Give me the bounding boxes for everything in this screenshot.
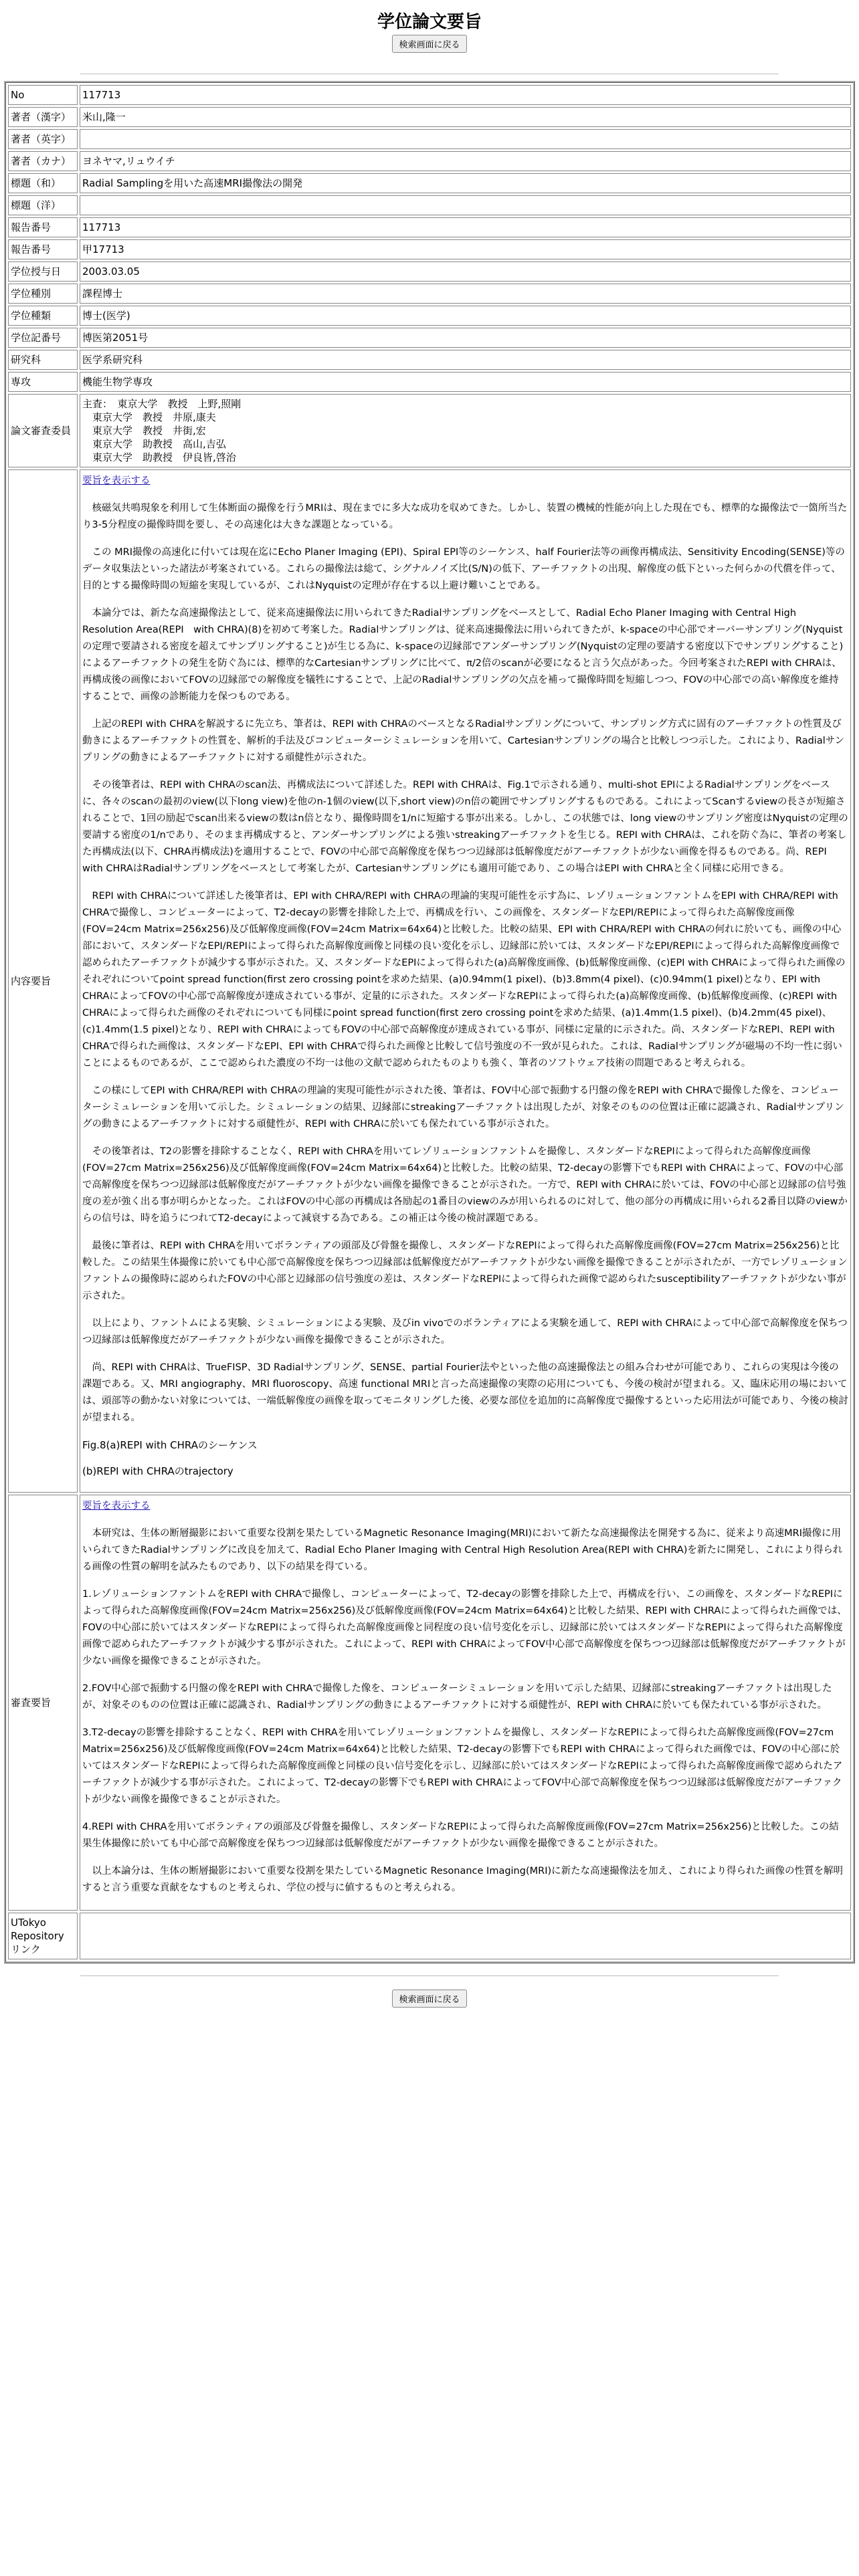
field-label: 標題（和）	[8, 173, 78, 193]
table-row	[8, 350, 851, 370]
content-summary-row	[8, 469, 851, 1493]
table-row	[8, 217, 851, 237]
review-paragraph: 2.FOV中心部で振動する円盤の像をREPI with CHRAで撮像した像を、コンピューターシミュレーションを用いて示した結果、辺縁部にstreakingアーチファクトは出現したが、対象そのものの位置は正確に認識され、Radialサンプリングの動きによるアーチファクトに対する頑健性が、REPI with CHRAに於いても保たれている事が示された。	[82, 1683, 832, 1711]
field-label: 報告番号	[8, 217, 78, 237]
divider-bottom	[80, 1975, 779, 1976]
field-value	[80, 129, 851, 149]
committee-member: 東京大学 教授 井原,康夫	[82, 411, 216, 423]
table-row	[8, 107, 851, 127]
table-row	[8, 328, 851, 348]
back-to-search-button-bottom[interactable]: 検索画面に戻る	[392, 1990, 466, 2008]
field-label: 学位授与日	[8, 261, 78, 282]
review-summary	[80, 1495, 851, 1911]
table-row	[8, 129, 851, 149]
field-value: 117713	[80, 217, 851, 237]
field-value: 医学系研究科	[80, 350, 851, 370]
field-label: 学位種類	[8, 306, 78, 326]
committee-label: 論文審査委員	[8, 394, 78, 467]
table-row	[8, 239, 851, 259]
review-summary-label: 審査要旨	[8, 1495, 78, 1911]
show-review-link[interactable]: 要旨を表示する	[82, 1501, 151, 1511]
table-row	[8, 85, 851, 105]
field-value: 機能生物学専攻	[80, 372, 851, 392]
field-value: 甲17713	[80, 239, 851, 259]
review-paragraph: 3.T2-decayの影響を排除することなく、REPI with CHRAを用いてレゾリューションファントムを撮像し、スタンダードなREPIによって得られた高解像度画像(FOV=27cm Matrix=256x256)及び低解像度画像(FOV=24cm Matrix=64x64)と比較した結果、T2-decayの影響下でもREPI with CHRAによって得られた画像では、FOVの中心部に於いてはスタンダードなREPIによって得られた高解像度画像と同様の良い信号変化を示し、辺縁部に於いてはスタンダードなREPIによって得られた高解像度画像で認められたアーチファクトが減少する事が示された。これによって、T2-decayの影響下でもREPI with CHRAによってFOV中心部で高解像度を保ちつつ辺縁部は低解像度だがアーチファクトが少ない画像を撮像できることが示された。	[82, 1727, 843, 1805]
repository-row	[8, 1913, 851, 1959]
back-to-search-button-top[interactable]: 検索画面に戻る	[392, 35, 466, 53]
summary-paragraph: その後筆者は、T2の影響を排除することなく、REPI with CHRAを用いてレゾリューションファントムを撮像し、スタンダードなREPIによって得られた高解像度画像(FOV=27cm Matrix=256x256)及び低解像度画像(FOV=24cm Matrix=64x64)と比較した。比較の結果、T2-decayの影響下でもREPI with CHRAによって、FOVの中心部で高解像度を保ちつつ辺縁部は低解像度だがアーチファクトが少ない画像を撮像できることが示された。一方で、REPI with CHRAに於いては、FOVの中心部と辺縁部の信号強度の差が強く出る事が明らかとなった。これはFOVの中心部の再構成は各励起の1番目のviewのみが用いられるのに対して、他の部分の再構成に用いられる2番目以降のviewからの信号は、時を追うにつれてT2-decayによって減衰する為である。この補正は今後の検討課題である。	[82, 1146, 848, 1224]
field-label: 標題（洋）	[8, 195, 78, 215]
summary-paragraph: この MRI撮像の高速化に付いては現在迄にEcho Planer Imaging (EPI)、Spiral EPI等のシーケンス、half Fourier法等の画像再構成法、Sensitivity Encoding(SENSE)等のデータ収集法といった諸法が考案されている。これらの撮像法は総て、シグナルノイズ比(S/N)の低下、アーチファクトの出現、解像度の低下といった何らかの代償を伴って、目的とする撮像時間の短縮を実現しているが、これはNyquistの定理が存在する以上避け難いことである。	[82, 547, 845, 591]
table-row	[8, 306, 851, 326]
summary-paragraph: 上記のREPI with CHRAを解説するに先立ち、筆者は、REPI with CHRAのベースとなるRadialサンプリングについて、サンプリング方式に固有のアーチファクトの性質及び動きによるアーチファクトの性質を、解析的手法及びコンピューターシミュレーションを用いて、Cartesianサンプリングの場合と比較しつつ示した。これにより、Radialサンプリングの動きによるアーチファクトに対する頑健性が示された。	[82, 719, 845, 763]
review-summary-row	[8, 1495, 851, 1911]
field-label: 著者（漢字）	[8, 107, 78, 127]
field-value: 2003.03.05	[80, 261, 851, 282]
thesis-info-table	[4, 81, 855, 1963]
field-label: No	[8, 85, 78, 105]
field-value: 博医第2051号	[80, 328, 851, 348]
content-summary-label: 内容要旨	[8, 469, 78, 1493]
summary-paragraph: 以上により、ファントムによる実験、シミュレーションによる実験、及びin vivoでのボランティアによる実験を通して、REPI with CHRAによって中心部で高解像度を保ちつつ辺縁部は低解像度だがアーチファクトが少ない画像を撮像できることが示された。	[82, 1318, 848, 1346]
figure-caption: Fig.8(a)REPI with CHRAのシーケンス	[82, 1439, 258, 1451]
table-row	[8, 372, 851, 392]
bottom-nav	[0, 1990, 859, 2016]
table-row	[8, 173, 851, 193]
review-paragraph: 4.REPI with CHRAを用いてボランティアの頭部及び骨盤を撮像し、スタンダードなREPIによって得られた高解像度画像(FOV=27cm Matrix=256x256)と比較した。この結果生体撮像に於いても中心部で高解像度を保ちつつ辺縁部は低解像度だがアーチファクトが少ない画像を撮像できることが示された。	[82, 1822, 839, 1849]
table-row	[8, 261, 851, 282]
field-value: 米山,隆一	[80, 107, 851, 127]
review-paragraph: 以上本論分は、生体の断層撮影において重要な役割を果たしているMagnetic Resonance Imaging(MRI)に新たな高速撮像法を加え、これにより得られた画像の性質を解明すると言う重要な貢献をなすものと考えられ、学位の授与に値するものと考えられる。	[82, 1866, 843, 1893]
field-label: 研究科	[8, 350, 78, 370]
field-label: 報告番号	[8, 239, 78, 259]
committee-member: 東京大学 助教授 伊良皆,啓治	[82, 451, 236, 463]
committee-member: 主査： 東京大学 教授 上野,照剛	[82, 398, 242, 410]
field-label: 著者（英字）	[8, 129, 78, 149]
committee-row	[8, 394, 851, 467]
summary-paragraph: この様にしてEPI with CHRA/REPI with CHRAの理論的実現可能性が示された後、筆者は、FOV中心部で振動する円盤の像をREPI with CHRAで撮像した像を、コンピューターシミュレーションを用いて示した。シミュレーションの結果、辺縁部にstreakingアーチファクトは出現したが、対象そのものの位置は正確に認識され、Radialサンプリングの動きによるアーチファクトに対する頑健性が、REPI with CHRAに於いても保たれている事が示された。	[82, 1085, 844, 1130]
table-row	[8, 151, 851, 171]
field-value: Radial Samplingを用いた高速MRI撮像法の開発	[80, 173, 851, 193]
content-summary	[80, 469, 851, 1493]
field-value: ヨネヤマ,リュウイチ	[80, 151, 851, 171]
field-value: 課程博士	[80, 284, 851, 304]
field-value: 117713	[80, 85, 851, 105]
table-row	[8, 284, 851, 304]
summary-paragraph: その後筆者は、REPI with CHRAのscan法、再構成法について詳述した。REPI with CHRAは、Fig.1で示される通り、multi-shot EPIによるRadialサンプリングをベースに、各々のscanの最初のview(以下long view)を他のn-1個のview(以下,short view)のn倍の範囲でサンプリングするものである。これによってScanするviewの長さが短縮されることで、1回の励起でscan出来るviewの数はn倍となり、撮像時間を1/nに短縮する事が出来る。しかし、この状態では、long viewのサンプリング密度はNyquistの定理の要請する密度の1/nであり、そのまま再構成すると、アンダーサンプリングによる強いstreakingアーチファクトを生じる。REPI with CHRAは、これを防ぐ為に、筆者の考案した再構成法(以下、CHRA再構成法)を適用することで、FOVの中心部で高解像度を保ちつつ辺縁部は低解像度だがアーチファクトが少ない画像を得るものである。尚、REPI with CHRAはRadialサンプリングをベースとして考案したが、Cartesianサンプリングにも適用可能であり、この場合はEPI with CHRAと全く同様に応用できる。	[82, 780, 848, 874]
summary-paragraph: 本論分では、新たな高速撮像法として、従来高速撮像法に用いられてきたRadialサンプリングをベースとして、Radial Echo Planer Imaging with Central High Resolution Area(REPI with CHRA)(8)を初めて考案した。Radialサンプリングは、従来高速撮像法に用いられてきたが、k-spaceの中心部でオーバーサンプリング(Nyquistの定理で要請される密度を超えてサンプリングすること)が生じる為に、k-spaceの辺縁部でアンダーサンプリング(Nyquistの定理の要請する密度以下でサンプリングすること)によるアーチファクトの発生を防ぐ為には、標準的なCartesianサンプリングに比べて、π/2倍のscanが必要になると言う欠点があった。今回考案されたREPI with CHRAは、再構成後の画像においてFOVの辺縁部での解像度を犠牲にすることで、上記のRadialサンプリングの欠点を補って撮像時間を短縮しつつ、FOVの中心部での高い解像度を維持することで、画像の診断能力を保つものである。	[82, 608, 844, 702]
page-title: 学位論文要旨	[377, 12, 482, 32]
committee-member: 東京大学 教授 井街,宏	[82, 425, 206, 437]
field-label: 専攻	[8, 372, 78, 392]
summary-paragraph: REPI with CHRAについて詳述した後筆者は、EPI with CHRA/REPI with CHRAの理論的実現可能性を示す為に、レゾリューションファントムをEPI with CHRA/REPI with CHRAで撮像し、コンピューターによって、T2-decayの影響を排除した上で、再構成を行い、この画像を、スタンダードなEPI/REPIによって得られた高解像度画像(FOV=24cm Matrix=256x256)及び低解像度画像(FOV=24cm Matrix=64x64)と比較した。比較の結果、EPI with CHRA/REPI with CHRAの何れに於いても、画像の中心部において、スタンダードなEPI/REPIによって得られた高解像度画像と同様の良い変化を示し、辺縁部に於いては、スタンダードなEPI/REPIによって得られた高解像度画像で認められたアーチファクトが減少する事が示された。又、スタンダードなEPIによって得られた(a)高解像度画像、(b)低解像度画像、(c)EPI with CHRAによって得られた画像のそれぞれについてpoint spread function(first zero crossing pointを求めた結果、(a)0.94mm(1 pixel)、(b)3.8mm(4 pixel)、(c)0.94mm(1 pixel)となり、EPI with CHRAによってFOVの中心部で高解像度が達成されている事が、定量的に示された。スタンダードなREPIによって得られた(a)高解像度画像、(b)低解像度画像、(c)REPI with CHRAによって得られた画像のそれぞれについても同様にpoint spread function(first zero crossing pointを求めた結果、(a)1.4mm(1.5 pixel)、(b)4.2mm(45 pixel)、(c)1.4mm(1.5 pixel)となり、REPI with CHRAによってもFOVの中心部で高解像度が達成されている事が、同様に定量的に示された。尚、スタンダードなREPI、REPI with CHRAで得られた画像は、スタンダードなEPI、EPI with CHRAで得られた画像と比較して信号強度の不一致が見られた。これは、Radialサンプリングが磁場の不均一性に弱いことによるものであるが、ここで認められた濃度の不均一は他の文献で認められたものよりも強く、筆者のソフトウェア技術の問題であると考えられる。	[82, 891, 846, 1069]
summary-paragraph: 核磁気共鳴現象を利用して生体断面の撮像を行うMRIは、現在までに多大な成功を収めてきた。しかし、装置の機械的性能が向上した現在でも、標準的な撮像法で一箇所当たり3-5分程度の撮像時間を要し、その高速化は大きな課題となっている。	[82, 503, 848, 530]
figure-caption: (b)REPI with CHRAのtrajectory	[82, 1465, 233, 1477]
committee-member: 東京大学 助教授 高山,吉弘	[82, 438, 226, 450]
field-label: 学位種別	[8, 284, 78, 304]
committee-members	[80, 394, 851, 467]
repository-label: UTokyo Repository リンク	[8, 1913, 78, 1959]
field-label: 学位記番号	[8, 328, 78, 348]
summary-paragraph: 尚、REPI with CHRAは、TrueFISP、3D Radialサンプリング、SENSE、partial Fourier法やといった他の高速撮像法との組み合わせが可能であり、これらの実現は今後の課題である。又、MRI angiography、MRI fluoroscopy、高速 functional MRIと言った高速撮像の実際の応用についても、今後の検討が望まれる。又、臨床応用の場においては、頭部等の動かない対象については、一端低解像度の画像を取ってモニタリングした後、必要な部位を追加的に高解像度で撮像するといった応用法が可能であり、今後の検討が望まれる。	[82, 1362, 848, 1423]
field-value: 博士(医学)	[80, 306, 851, 326]
repository-link[interactable]	[80, 1913, 851, 1959]
review-paragraph: 1.レゾリューションファントムをREPI with CHRAで撮像し、コンピューターによって、T2-decayの影響を排除した上で、再構成を行い、この画像を、スタンダードなREPIによって得られた高解像度画像(FOV=24cm Matrix=256x256)及び低解像度画像(FOV=24cm Matrix=64x64)と比較した結果、REPI with CHRAによって得られた画像では、FOVの中心部に於いてはスタンダードなREPIによって得られた高解像度画像と同程度の良い信号変化を示し、辺縁部に於いてはスタンダードなREPIによって得られた高解像度画像で認められたアーチファクトが減少する事が示された。これによって、REPI with CHRAによってFOV中心部で高解像度を保ちつつ辺縁部は低解像度だがアーチファクトが少ない画像を撮像できることが示された。	[82, 1589, 847, 1667]
summary-paragraph: 最後に筆者は、REPI with CHRAを用いてボランティアの頭部及び骨盤を撮像し、スタンダードなREPIによって得られた高解像度画像(FOV=27cm Matrix=256x256)と比較した。この結果生体撮像に於いても中心部で高解像度を保ちつつ辺縁部は低解像度だがアーチファクトが少ない画像を撮像できることが示されたが、一方でレゾリューションファントムの撮像時に認められたFOVの中心部と辺縁部の信号強度の差は、スタンダードなREPIによって得られた画像で認められたsusceptibilityアーチファクトが少ない事が示された。	[82, 1241, 848, 1301]
top-nav	[0, 35, 859, 62]
table-row	[8, 195, 851, 215]
field-value	[80, 195, 851, 215]
show-summary-link[interactable]: 要旨を表示する	[82, 475, 151, 486]
field-label: 著者（カナ）	[8, 151, 78, 171]
review-paragraph: 本研究は、生体の断層撮影において重要な役割を果たしているMagnetic Resonance Imaging(MRI)において新たな高速撮像法を開発する為に、従来より高速MRI撮像に用いられてきたRadialサンプリングに改良を加えて、Radial Echo Planer Imaging with Central High Resolution Area(REPI with CHRA)を新たに開発し、これにより得られる画像の性質の解明を試みたものであり、以下の結果を得ている。	[82, 1528, 843, 1572]
